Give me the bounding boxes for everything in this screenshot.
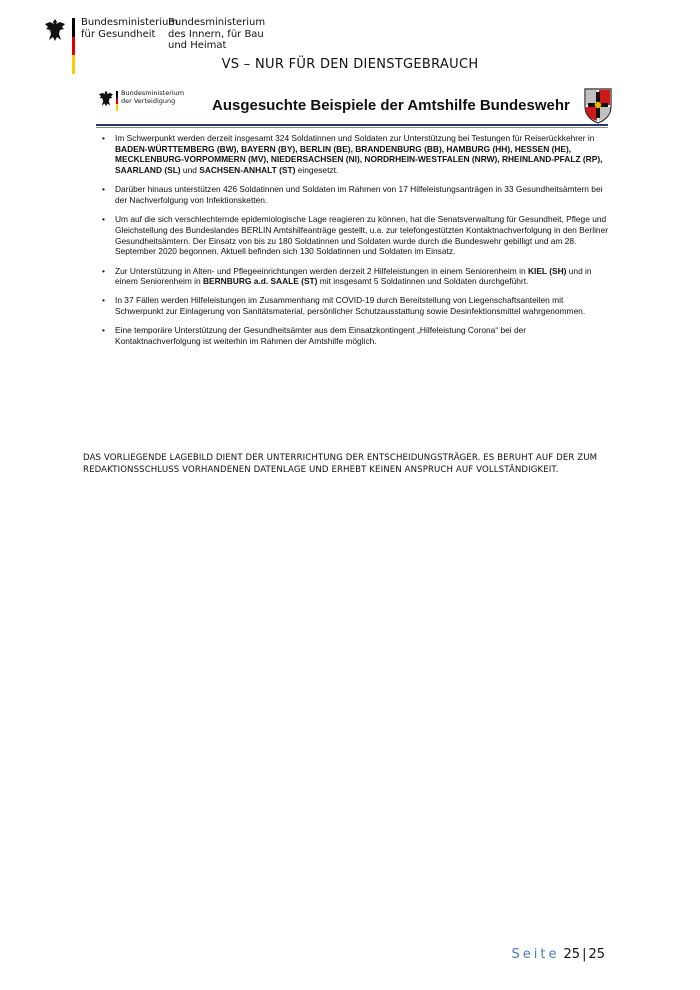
bullet-text: Darüber hinaus unterstützen 426 Soldatinnen und Soldaten im Rahmen von 17 Hilfeleistungsanträgen in 33 Gesundheitsämtern bei der Nachverfolgung von Infektionsketten. — [115, 184, 603, 206]
bullet-item — [102, 214, 612, 257]
bullet-text: Um auf die sich verschlechternde epidemiologische Lage reagieren zu können, hat die Senatsverwaltung für Gesundheit, Pflege und Gleichstellung des Bundeslandes BERLIN Amtshilfeanträge gestellt, u.a. zur telefongestützten Kontaktnachverfolgung in den Berliner Gesundheitsämtern. Der Einsatz von bis zu 180 Soldatinnen und Soldaten wurde durch die Bundeswehr gebilligt und am 28. September 2020 begonnen. Aktuell befinden sich 130 Soldatinnen und Soldaten im Einsatz. — [115, 214, 609, 257]
page-total: 25 — [588, 947, 605, 962]
disclaimer-text: DAS VORLIEGENDE LAGEBILD DIENT DER UNTERRICHTUNG DER ENTSCHEIDUNGSTRÄGER. ES BERUHT AUF DER ZUM REDAKTIONSSCHLUSS VORHANDENEN DATENLAGE UND ERHEBT KEINEN ANSPRUCH AUF VOLLSTÄNDIGKEIT. — [83, 453, 598, 475]
bullet-text: Eine temporäre Unterstützung der Gesundheitsämter aus dem Einsatzkontingent „Hilfeleistung Corona“ bei der Kontaktnachverfolgung ist weiterhin im Rahmen der Amtshilfe möglich. — [115, 325, 527, 347]
federal-eagle-small-icon — [98, 90, 114, 107]
bullet-text: und in einem Seniorenheim in — [115, 265, 592, 287]
bullet-text: und — [180, 165, 200, 176]
bullet-list — [102, 133, 612, 355]
bullet-bold-text: BADEN-WÜRTTEMBERG (BW), BAYERN (BY), BERLIN (BE), BRANDENBURG (BB), HAMBURG (HH), HESSEN (HE), MECKLENBURG-VORPOMMERN (MV), NIEDERSACHSEN (NI), NORDRHEIN-WESTFALEN (NRW), RHEINLAND-PFALZ (RP), SAARLAND (SL) — [115, 143, 603, 176]
bullet-bold-text: KIEL (SH) — [527, 265, 567, 276]
federal-eagle-icon — [44, 18, 66, 42]
title-rule-secondary — [96, 127, 608, 128]
page-number — [512, 947, 605, 962]
slide-title: Ausgesuchte Beispiele der Amtshilfe Bundeswehr — [212, 97, 570, 114]
bullet-bold-text: SACHSEN-ANHALT (ST) — [199, 165, 296, 176]
classification-label: VS – NUR FÜR DEN DIENSTGEBRAUCH — [221, 57, 479, 72]
german-flag-small-bar — [116, 91, 118, 111]
bullet-text: In 37 Fällen werden Hilfeleistungen im Zusammenhang mit COVID-19 durch Bereitstellung von Liegenschaftsanteilen mit Schwerpunkt zur Einlagerung von Sanitätsmaterial, persönlicher Schutzausstattung sowie Desinfektionsmittel wahrgenommen. — [115, 295, 586, 317]
ministry-defence-name: Bundesministerium der Verteidigung — [121, 89, 185, 105]
bullet-text: mit insgesamt 5 Soldatinnen und Soldaten durchgeführt. — [317, 276, 529, 287]
bullet-bold-text: BERNBURG a.d. SAALE (ST) — [203, 276, 318, 287]
ministry-interior-name: Bundesministerium des Innern, für Bau und Heimat — [168, 17, 266, 51]
bullet-item — [102, 325, 612, 346]
bundeswehr-crest-icon — [584, 88, 612, 124]
page-current: 25 — [563, 947, 581, 962]
bullet-text: Im Schwerpunkt werden derzeit insgesamt 324 Soldatinnen und Soldaten zur Unterstützung bei Testungen für Reiserückkehrer in — [115, 133, 595, 143]
bullet-text: eingesetzt. — [295, 165, 339, 176]
title-rule — [96, 124, 608, 126]
slide-panel — [88, 84, 618, 389]
page-label: Seite — [511, 947, 560, 962]
bullet-item — [102, 184, 612, 205]
bullet-text: Zur Unterstützung in Alten- und Pflegeeinrichtungen werden derzeit 2 Hilfeleistungen in einem Seniorenheim in — [115, 265, 528, 276]
ministry-health-name: Bundesministerium für Gesundheit — [81, 17, 179, 40]
page-separator: | — [582, 947, 587, 962]
bullet-item — [102, 133, 612, 176]
bullet-item — [102, 266, 612, 287]
bullet-item — [102, 295, 612, 316]
